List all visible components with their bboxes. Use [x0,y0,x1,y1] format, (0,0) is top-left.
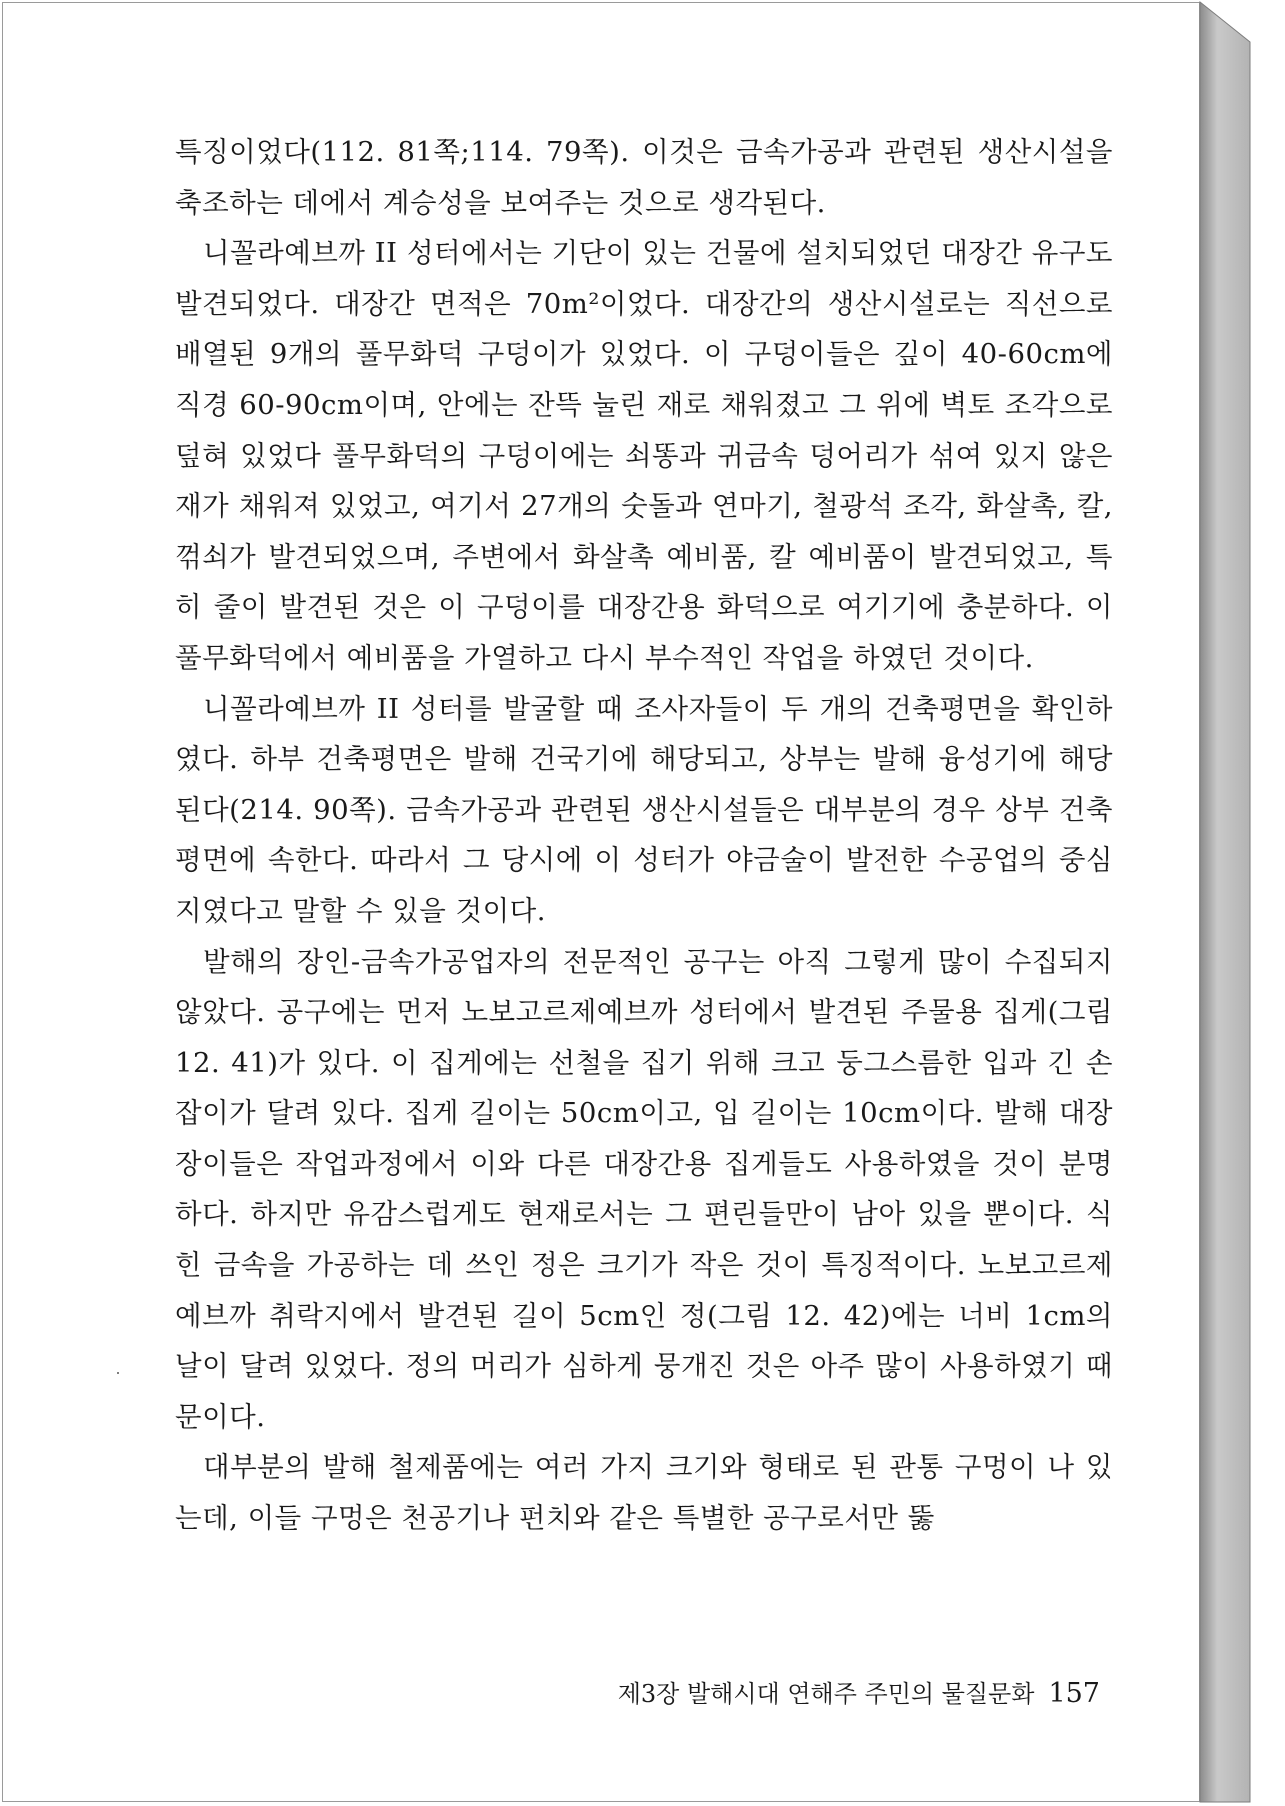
running-chapter-title: 제3장 발해시대 연해주 주민의 물질문화 [617,1680,1035,1708]
book-page [2,2,1200,1802]
body-text [175,127,1113,1544]
book-edge-shading [1200,2,1285,1806]
paragraph-5: 대부분의 발해 철제품에는 여러 가지 크기와 형태로 된 관통 구멍이 나 있는데, 이들 구멍은 천공기나 펀치와 같은 특별한 공구로서만 뚫 [175,1451,1113,1535]
paragraph-3: 니꼴라예브까 II 성터를 발굴할 때 조사자들이 두 개의 건축평면을 확인하였다. 하부 건축평면은 발해 건국기에 해당되고, 상부는 발해 융성기에 해당된다(214. 90쪽). 금속가공과 관련된 생산시설들은 대부분의 경우 상부 건축평면에 속한다. 따라서 그 당시에 이 성터가 야금술이 발전한 수공업의 중심지였다고 말할 수 있을 것이다. [175,692,1113,927]
page-number: 157 [1048,1678,1100,1709]
paragraph-2: 니꼴라예브까 II 성터에서는 기단이 있는 건물에 설치되었던 대장간 유구도 발견되었다. 대장간 면적은 70m²이었다. 대장간의 생산시설로는 직선으로 배열된 9개의 풀무화덕 구덩이가 있었다. 이 구덩이들은 깊이 40-60cm에 직경 60-90cm이며, 안에는 잔뜩 눌린 재로 채워졌고 그 위에 벽토 조각으로 덮혀 있었다 풀무화덕의 구덩이에는 쇠똥과 귀금속 덩어리가 섞여 있지 않은 재가 채워져 있었고, 여기서 27개의 숫돌과 연마기, 철광석 조각, 화살촉, 칼, 꺾쇠가 발견되었으며, 주변에서 화살촉 예비품, 칼 예비품이 발견되었고, 특히 줄이 발견된 것은 이 구덩이를 대장간용 화덕으로 여기기에 충분하다. 이 풀무화덕에서 예비품을 가열하고 다시 부수적인 작업을 하였던 것이다. [175,237,1113,674]
paragraph-4: 발해의 장인-금속가공업자의 전문적인 공구는 아직 그렇게 많이 수집되지 않았다. 공구에는 먼저 노보고르제예브까 성터에서 발견된 주물용 집게(그림 12. 41)가 있다. 이 집게에는 선철을 집기 위해 크고 둥그스름한 입과 긴 손잡이가 달려 있다. 집게 길이는 50cm이고, 입 길이는 10cm이다. 발해 대장장이들은 작업과정에서 이와 다른 대장간용 집게들도 사용하였을 것이 분명하다. 하지만 유감스럽게도 현재로서는 그 편린들만이 남아 있을 뿐이다. 식힌 금속을 가공하는 데 쓰인 정은 크기가 작은 것이 특징적이다. 노보고르제예브까 취락지에서 발견된 길이 5cm인 정(그림 12. 42)에는 너비 1cm의 날이 달려 있었다. 정의 머리가 심하게 뭉개진 것은 아주 많이 사용하였기 때문이다. [175,945,1113,1433]
scan-speck [117,1372,119,1374]
paragraph-1: 특징이었다(112. 81쪽;114. 79쪽). 이것은 금속가공과 관련된 생산시설을 축조하는 데에서 계승성을 보여주는 것으로 생각된다. [175,136,1113,219]
page-footer [560,1674,1100,1709]
